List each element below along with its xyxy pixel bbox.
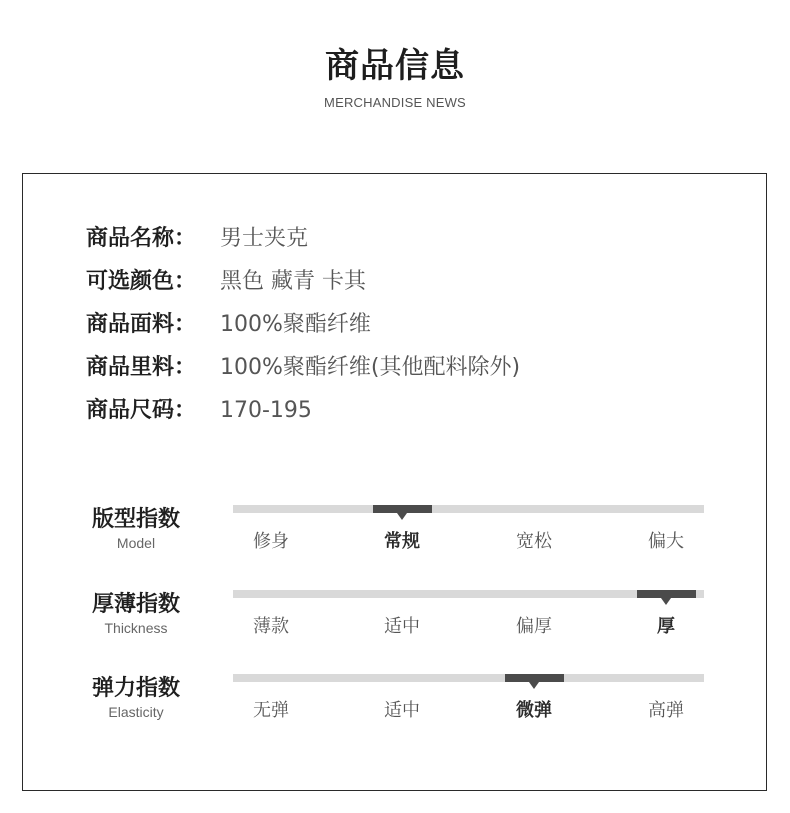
index-title-en: Elasticity [108, 704, 164, 720]
thickness-option: 薄款 [253, 616, 289, 637]
model-index-track [233, 505, 704, 513]
thickness-index-marker [637, 590, 696, 598]
model-index-title [86, 506, 186, 552]
info-value: 男士夹克 [220, 226, 309, 251]
model-option: 修身 [253, 531, 289, 552]
page-title: 商品信息 [325, 46, 465, 86]
index-title-cn: 厚薄指数 [91, 592, 180, 617]
elasticity-index-track [233, 674, 704, 682]
info-value: 黑色 藏青 卡其 [220, 269, 366, 294]
elasticity-option: 无弹 [253, 700, 289, 721]
model-index-marker [373, 505, 432, 513]
model-option: 宽松 [516, 531, 552, 552]
thickness-index-title [86, 591, 186, 637]
thickness-option: 厚 [657, 616, 675, 637]
thickness-option: 适中 [384, 616, 420, 637]
info-label: 商品尺码： [86, 398, 197, 423]
index-title-cn: 弹力指数 [91, 676, 180, 701]
thickness-index-track [233, 590, 704, 598]
model-option: 常规 [384, 531, 420, 552]
index-title-en: Thickness [104, 620, 168, 636]
elasticity-option: 高弹 [648, 700, 684, 721]
info-label: 商品里料： [86, 355, 197, 380]
info-label: 商品面料： [86, 312, 197, 337]
elasticity-index-marker [505, 674, 564, 682]
elasticity-index-title [86, 675, 186, 721]
info-value: 100%聚酯纤维 [220, 312, 371, 337]
page-subtitle: MERCHANDISE NEWS [324, 95, 466, 110]
info-row-size [86, 396, 312, 426]
model-option: 偏大 [648, 531, 684, 552]
info-value: 100%聚酯纤维(其他配料除外) [220, 355, 521, 380]
elasticity-option: 适中 [384, 700, 420, 721]
info-row-colors [86, 267, 366, 297]
info-label: 商品名称： [86, 226, 197, 251]
info-row-fabric [86, 310, 371, 340]
info-value: 170-195 [220, 398, 312, 423]
index-title-cn: 版型指数 [91, 507, 180, 532]
info-label: 可选颜色： [86, 269, 197, 294]
index-title-en: Model [116, 535, 156, 551]
info-row-name [86, 224, 308, 254]
thickness-option: 偏厚 [516, 616, 552, 637]
elasticity-option: 微弹 [516, 700, 552, 721]
info-row-lining [86, 353, 520, 383]
